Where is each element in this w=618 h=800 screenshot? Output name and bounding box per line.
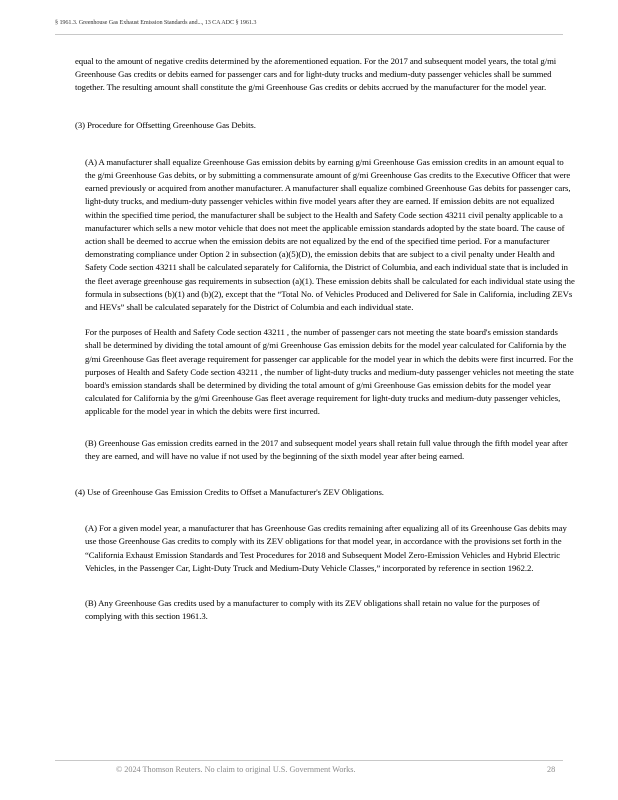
- running-header: § 1961.3. Greenhouse Gas Exhaust Emission Standards and..., 13 CA ADC § 1961.3: [55, 19, 257, 26]
- section-4-heading: (4) Use of Greenhouse Gas Emission Credits to Offset a Manufacturer's ZEV Obligations.: [75, 487, 384, 498]
- section-3-a-paragraph: (A) A manufacturer shall equalize Greenhouse Gas emission debits by earning g/mi Greenhouse Gas emission credits in an amount equal to the g/mi Greenhouse Gas debits, or by submitting a commensurate amount of g/mi Greenhouse Gas credits to the Executive Officer that were earned previously or acquired from another manufacturer. A manufacturer shall equalize combined Greenhouse Gas debits for passenger cars, light-duty trucks, and medium-duty passenger vehicles within five model years after they are earned. If emission debits are not equalized within the specified time period, the manufacturer shall be subject to the Health and Safety Code section 43211 civil penalty applicable to a manufacturer which sells a new motor vehicle that does not meet the applicable emission standards adopted by the state board. The cause of action shall be deemed to accrue when the emission debits are not equalized by the end of the specified time period. For a manufacturer demonstrating compliance under Option 2 in subsection (a)(5)(D), the emission debits that are subject to a civil penalty under Health and Safety Code section 43211 shall be calculated separately for California, the District of Columbia, and each individual state that is included in the fleet average greenhouse gas requirements in subsection (a)(1). These emission debits shall be calculated for each individual state using the formula in subsections (b)(1) and (b)(2), except that the “Total No. of Vehicles Produced and Delivered for Sale in California, including ZEVs and HEVs” shall be calculated separately for the District of Columbia and each individual state.: [85, 156, 575, 313]
- page-number: 28: [547, 765, 556, 774]
- continued-paragraph: equal to the amount of negative credits determined by the aforementioned equation. For the 2017 and subsequent model years, the total g/mi Greenhouse Gas credits or debits earned for passenger cars and for light-duty trucks and medium-duty passenger vehicles shall be summed together. The resulting amount shall constitute the g/mi Greenhouse Gas credits or debits accrued by the manufacturer for the model year.: [75, 56, 557, 93]
- section-4-b-paragraph: (B) Any Greenhouse Gas credits used by a manufacturer to comply with its ZEV obligations shall retain no value for the purposes of complying with this section 1961.3.: [85, 598, 540, 622]
- header-divider: [55, 34, 563, 35]
- section-3-b-paragraph: (B) Greenhouse Gas emission credits earned in the 2017 and subsequent model years shall retain full value through the fifth model year after they are earned, and will have no value if not used by the beginning of the sixth model year after being earned.: [85, 437, 568, 461]
- section-4-a-paragraph: (A) For a given model year, a manufacturer that has Greenhouse Gas credits remaining after equalizing all of its Greenhouse Gas debits may use those Greenhouse Gas credits to comply with its ZEV obligations for that model year, in accordance with the provisions set forth in the “California Exhaust Emission Standards and Test Procedures for 2018 and Subsequent Model Zero-Emission Vehicles and Hybrid Electric Vehicles, in the Passenger Car, Light-Duty Truck and Medium-Duty Vehicle Classes,” incorporated by reference in section 1962.2.: [85, 523, 567, 573]
- footer-copyright: © 2024 Thomson Reuters. No claim to original U.S. Government Works.: [116, 765, 356, 774]
- document-body: [75, 55, 575, 624]
- section-3-heading: (3) Procedure for Offsetting Greenhouse Gas Debits.: [75, 119, 256, 130]
- footer-divider: [55, 760, 563, 761]
- section-3-a-purposes-paragraph: For the purposes of Health and Safety Code section 43211 , the number of passenger cars not meeting the state board's emission standards shall be determined by dividing the total amount of g/mi Greenhouse Gas emission debits for the model year calculated for California by the g/mi Greenhouse Gas fleet average requirement for passenger car applicable for the model year in which the debits were first incurred. For the purposes of Health and Safety Code section 43211 , the number of light-duty trucks and medium-duty passenger vehicles not meeting the state board's emission standards shall be determined by dividing the total amount of g/mi Greenhouse Gas emission debits for the model year calculated for California by the g/mi Greenhouse Gas fleet average requirement for light-duty trucks and medium-duty passenger vehicles, applicable for the model year in which the debits were first incurred.: [85, 327, 574, 417]
